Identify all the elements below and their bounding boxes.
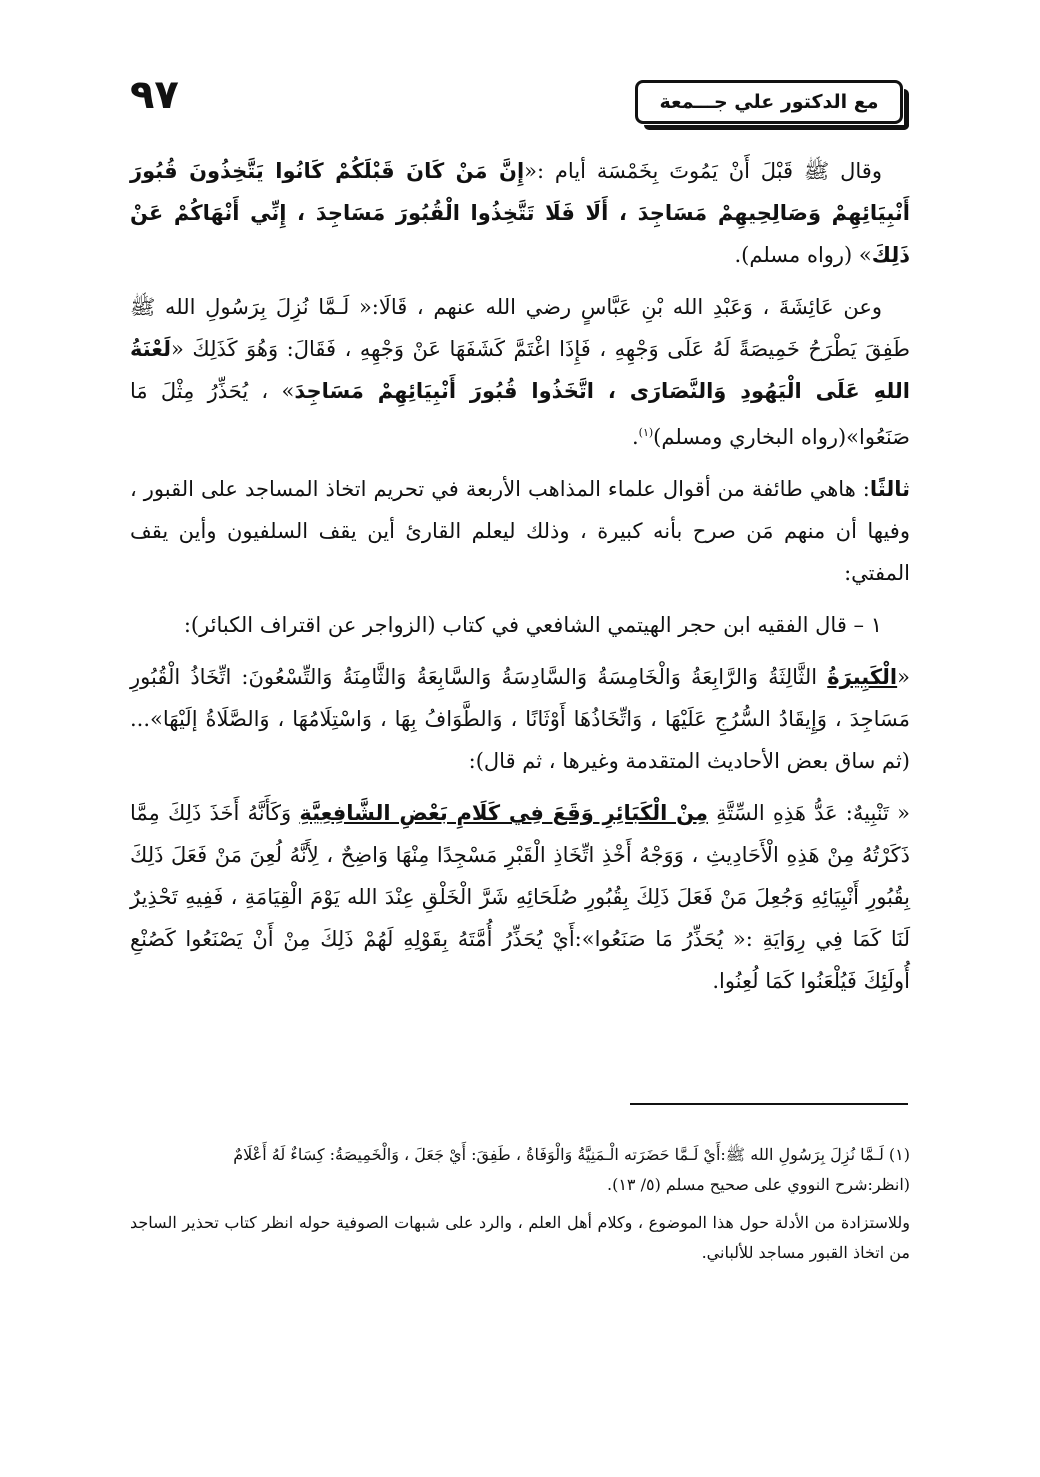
paragraph-tanbih: « تَنْبِيهٌ: عَدُّ هَذِهِ السِّتَّةِ مِنْ الْكَبَائِرِ وَقَعَ فِي كَلَامِ بَعْضِ الشَّافِعِيَّةِ وَكَأَنَّهُ أَخَذَ ذَلِكَ مِمَّا ذَكَرْتُهُ مِنْ هَذِهِ الْأَحَادِيثِ ، وَوَجْهُ أَخْذِ اتِّخَاذِ الْقَبْرِ مَسْجِدًا مِنْهَا وَاضِحٌ ، لِأَنَّهُ لُعِنَ مَنْ فَعَلَ ذَلِكَ بِقُبُورِ أَنْبِيَائِهِ وَجُعِلَ مَنْ فَعَلَ ذَلِكَ بِقُبُورِ صُلَحَائِهِ شَرَّ الْخَلْقِ عِنْدَ الله يَوْمَ الْقِيَامَةِ ، فَفِيهِ تَحْذِيرٌ لَنَا كَمَا فِي رِوَايَةِ :« يُحَذِّرُ مَا صَنَعُوا»:أَيْ يُحَذِّرُ أُمَّتَهُ بِقَوْلِهِ لَهُمْ ذَلِكَ مِنْ أَنْ يَصْنَعُوا كَصُنْعِ أُولَئِكَ فَيُلْعَنُوا كَمَا لُعِنُوا.	[130, 801, 910, 993]
book-title-box	[635, 80, 903, 124]
section-lead: ثالثًا	[869, 477, 910, 501]
underlined-phrase: مِنْ الْكَبَائِرِ وَقَعَ فِي كَلَامِ بَعْضِ الشَّافِعِيَّةِ	[299, 801, 708, 825]
book-title: مع الدكتور علي جـــمعة	[659, 91, 879, 113]
footnote-1: (١) لَـمَّا نُزِلَ بِرَسُولِ الله ﷺ:أَيْ لَـمَّا حَضَرَته الْـمَنِيَّةُ وَالْوَفَاةُ ، طَفِقَ: أَيْ جَعَلَ ، وَالْخَمِيصَةُ: كِسَاءٌ لَهُ أَعْلَامٌ (انظر:شرح النووي على صحيح مسلم (٥/ ١٣).	[233, 1145, 910, 1194]
hadith-quote: إِنَّ مَنْ كَانَ قَبْلَكُمْ كَانُوا يَتَّخِذُونَ قُبُورَ أَنْبِيَائِهِمْ وَصَالِحِيهِمْ مَسَاجِدَ ، أَلَا فَلَا تَتَّخِذُوا الْقُبُورَ مَسَاجِدَ ، إِنِّي أَنْهَاكُمْ عَنْ ذَلِكَ	[130, 159, 910, 267]
kabira-heading: الْكَبِيرَةُ	[827, 665, 898, 689]
paragraph-quote-kabira: «الْكَبِيرَةُ الثَّالِثَةُ وَالرَّابِعَةُ وَالْخَامِسَةُ وَالسَّادِسَةُ وَالسَّابِعَةُ وَالثَّامِنَةُ وَالتِّسْعُونَ: اتِّخَاذُ الْقُبُورِ مَسَاجِدَ ، وَإِيقَادُ السُّرُجِ عَلَيْهَا ، وَاتِّخَاذُهَا أَوْثَانًا ، وَالطَّوَافُ بِهَا ، وَاسْتِلَامُهَا ، وَالصَّلَاةُ إلَيْهَا»...(ثم ساق بعض الأحاديث المتقدمة وغيرها ، ثم قال):	[130, 665, 910, 773]
paragraph-hadith-2: وعن عَائِشَةَ ، وَعَبْدِ الله بْنِ عَبَّاسٍ رضي الله عنهم ، قَالَا:« لَـمَّا نُزِلَ بِرَسُولِ الله ﷺ طَفِقَ يَطْرَحُ خَمِيصَةً لَهُ عَلَى وَجْهِهِ ، فَإِذَا اغْتَمَّ كَشَفَهَا عَنْ وَجْهِهِ ، فَقَالَ: وَهُوَ كَذَلِكَ «لَعْنَةُ اللهِ عَلَى الْيَهُودِ وَالنَّصَارَى ، اتَّخَذُوا قُبُورَ أَنْبِيَائِهِمْ مَسَاجِدَ» ، يُحَذِّرُ مِثْلَ مَا صَنَعُوا»(رواه البخاري ومسلم)$^{(١)}$.	[130, 295, 910, 449]
hadith-quote: لَعْنَةُ اللهِ عَلَى الْيَهُودِ وَالنَّصَارَى ، اتَّخَذُوا قُبُورَ أَنْبِيَائِهِمْ مَسَاجِدَ	[130, 337, 910, 403]
paragraph-thirdly: ثالثًا: هاهي طائفة من أقوال علماء المذاهب الأربعة في تحريم اتخاذ المساجد على القبور ، وفيها أن منهم مَن صرح بأنه كبيرة ، وذلك ليعلم القارئ أين يقف السلفيون وأين يقف المفتي:	[130, 477, 910, 585]
footnote-separator	[630, 1103, 908, 1105]
paragraph-quote-intro: ١ – قال الفقيه ابن حجر الهيتمي الشافعي في كتاب (الزواجر عن اقتراف الكبائر):	[183, 613, 882, 637]
footnotes	[130, 1140, 910, 1276]
footnote-ref[interactable]: (١)	[638, 426, 654, 439]
page-number: ٩٧	[130, 72, 179, 118]
footnote-2: وللاستزادة من الأدلة حول هذا الموضوع ، وكلام أهل العلم ، والرد على شبهات الصوفية حوله انظر كتاب تحذير الساجد من اتخاذ القبور مساجد للألباني.	[130, 1213, 911, 1262]
paragraph-hadith-1: وقال ﷺ قَبْلَ أَنْ يَمُوتَ بِخَمْسَة أيام :«إِنَّ مَنْ كَانَ قَبْلَكُمْ كَانُوا يَتَّخِذُونَ قُبُورَ أَنْبِيَائِهِمْ وَصَالِحِيهِمْ مَسَاجِدَ ، أَلَا فَلَا تَتَّخِذُوا الْقُبُورَ مَسَاجِدَ ، إِنِّي أَنْهَاكُمْ عَنْ ذَلِكَ» (رواه مسلم).	[130, 159, 910, 267]
main-text	[130, 150, 910, 1012]
